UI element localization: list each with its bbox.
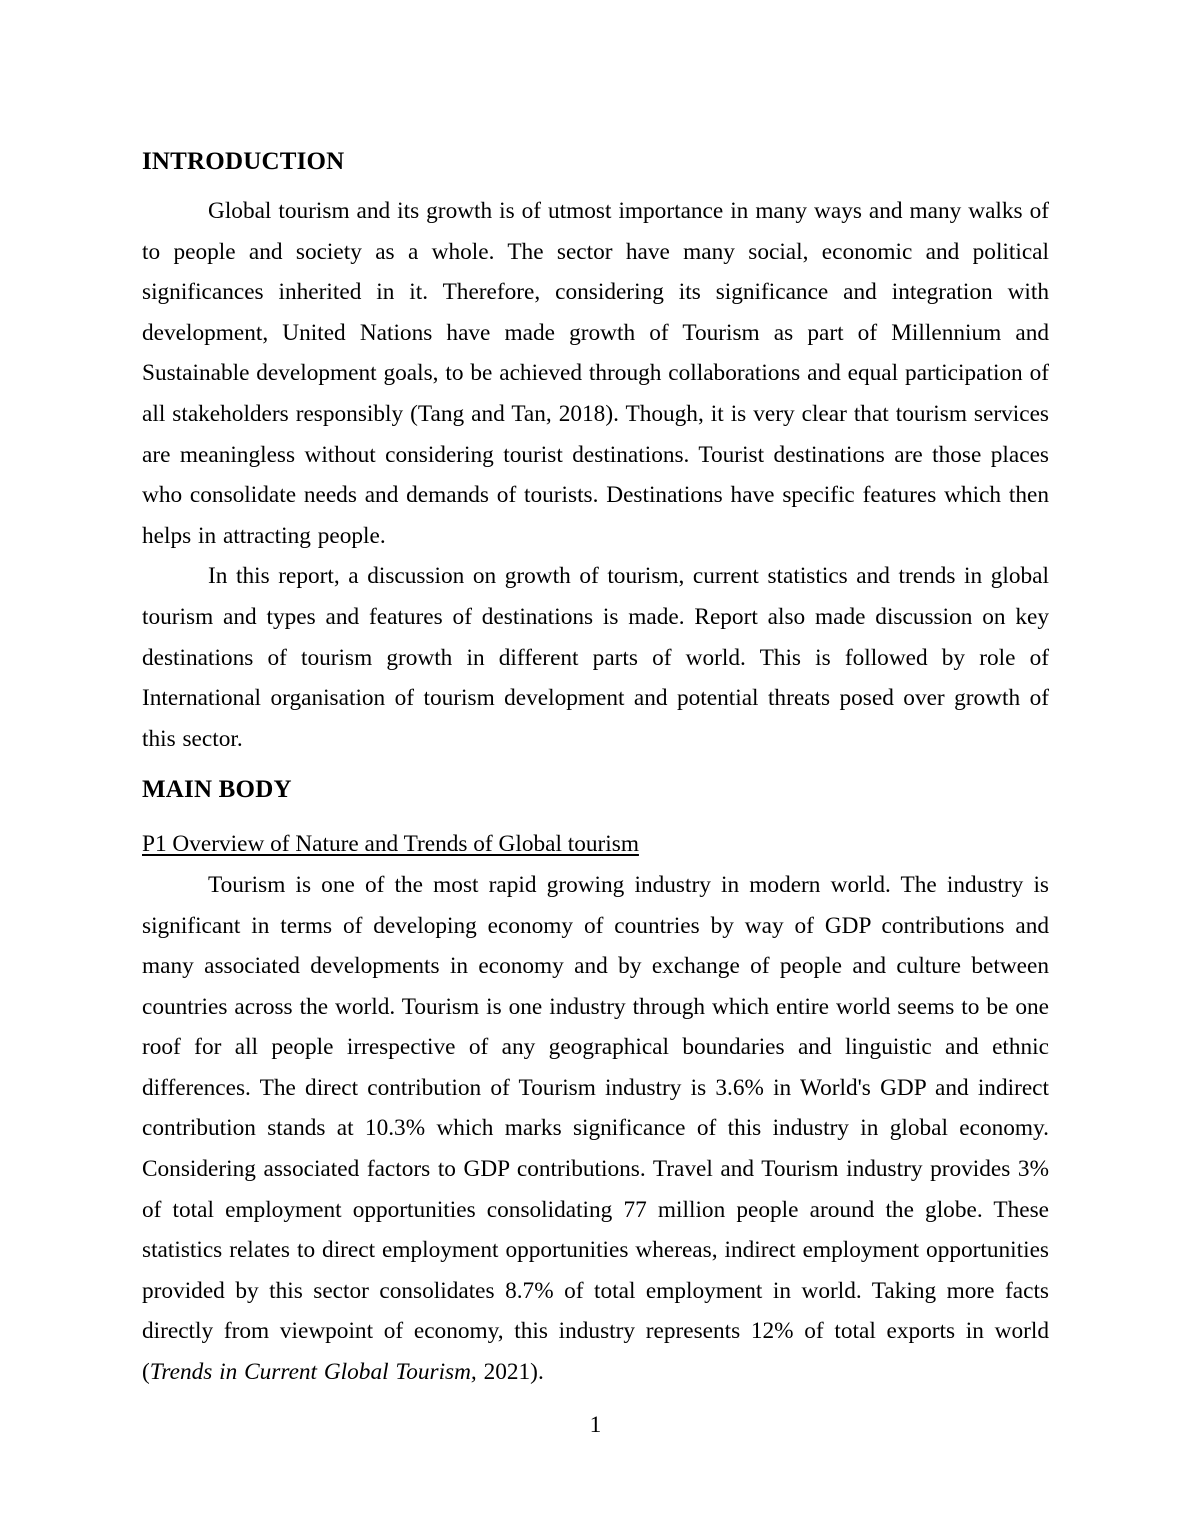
- main-body-paragraph-1: [142, 865, 1049, 1393]
- intro-paragraph-1-text-before-citation: Global tourism and its growth is of utmost importance in many ways and many walks of to people and society as a whole. The sector have many social, economic and political significances inherited in it. Therefore, considering its significance and integration with development, United Nations have made growth of Tourism as part of Millennium and Sustainable development goals, to be achieved through collaborations and equal participation of all stakeholders responsibly: [142, 198, 1049, 427]
- italic-citation-title-trends-in-current-global-tourism: Trends in Current Global Tourism,: [149, 1359, 477, 1386]
- page-number: 1: [589, 1411, 602, 1438]
- section-heading-introduction: INTRODUCTION: [142, 148, 345, 175]
- main-body-paragraph-1-text-after-italic: 2021).: [476, 1359, 544, 1386]
- subsection-heading-p1-overview: P1 Overview of Nature and Trends of Global tourism: [142, 831, 639, 858]
- section-heading-main-body: MAIN BODY: [142, 776, 292, 804]
- intro-paragraph-1-text-after-citation: . Though, it is very clear that tourism services are meaningless without considering tourist destinations. Tourist destinations are those places who consolidate needs and demands of tourists. Destinations have specific features which then helps in attracting people.: [142, 400, 1049, 549]
- intro-paragraph-2: In this report, a discussion on growth of tourism, current statistics and trends in global tourism and types and features of destinations is made. Report also made discussion on key destinations of tourism growth in different parts of world. This is followed by role of International organisation of tourism development and potential threats posed over growth of this sector.: [142, 563, 1049, 752]
- intro-paragraph-1: [142, 191, 1049, 556]
- citation-tang-and-tan-2018: (Tang and Tan, 2018): [410, 400, 614, 427]
- main-body-paragraph-1-text-before-italic: Tourism is one of the most rapid growing industry in modern world. The industry is significant in terms of developing economy of countries by way of GDP contributions and many associated developments in economy and by exchange of people and culture between countries across the world. Tourism is one industry through which entire world seems to be one roof for all people irrespective of any geographical boundaries and linguistic and ethnic differences. The direct contribution of Tourism industry is 3.6% in World's GDP and indirect contribution stands at 10.3% which marks significance of this industry in global economy. Considering associated factors to GDP contributions. Travel and Tourism industry provides 3% of total employment opportunities consolidating 77 million people around the globe. These statistics relates to direct employment opportunities whereas, indirect employment opportunities provided by this sector consolidates 8.7% of total employment in world. Taking more facts directly from viewpoint of economy, this industry represents 12% of total exports in world (: [142, 871, 1049, 1386]
